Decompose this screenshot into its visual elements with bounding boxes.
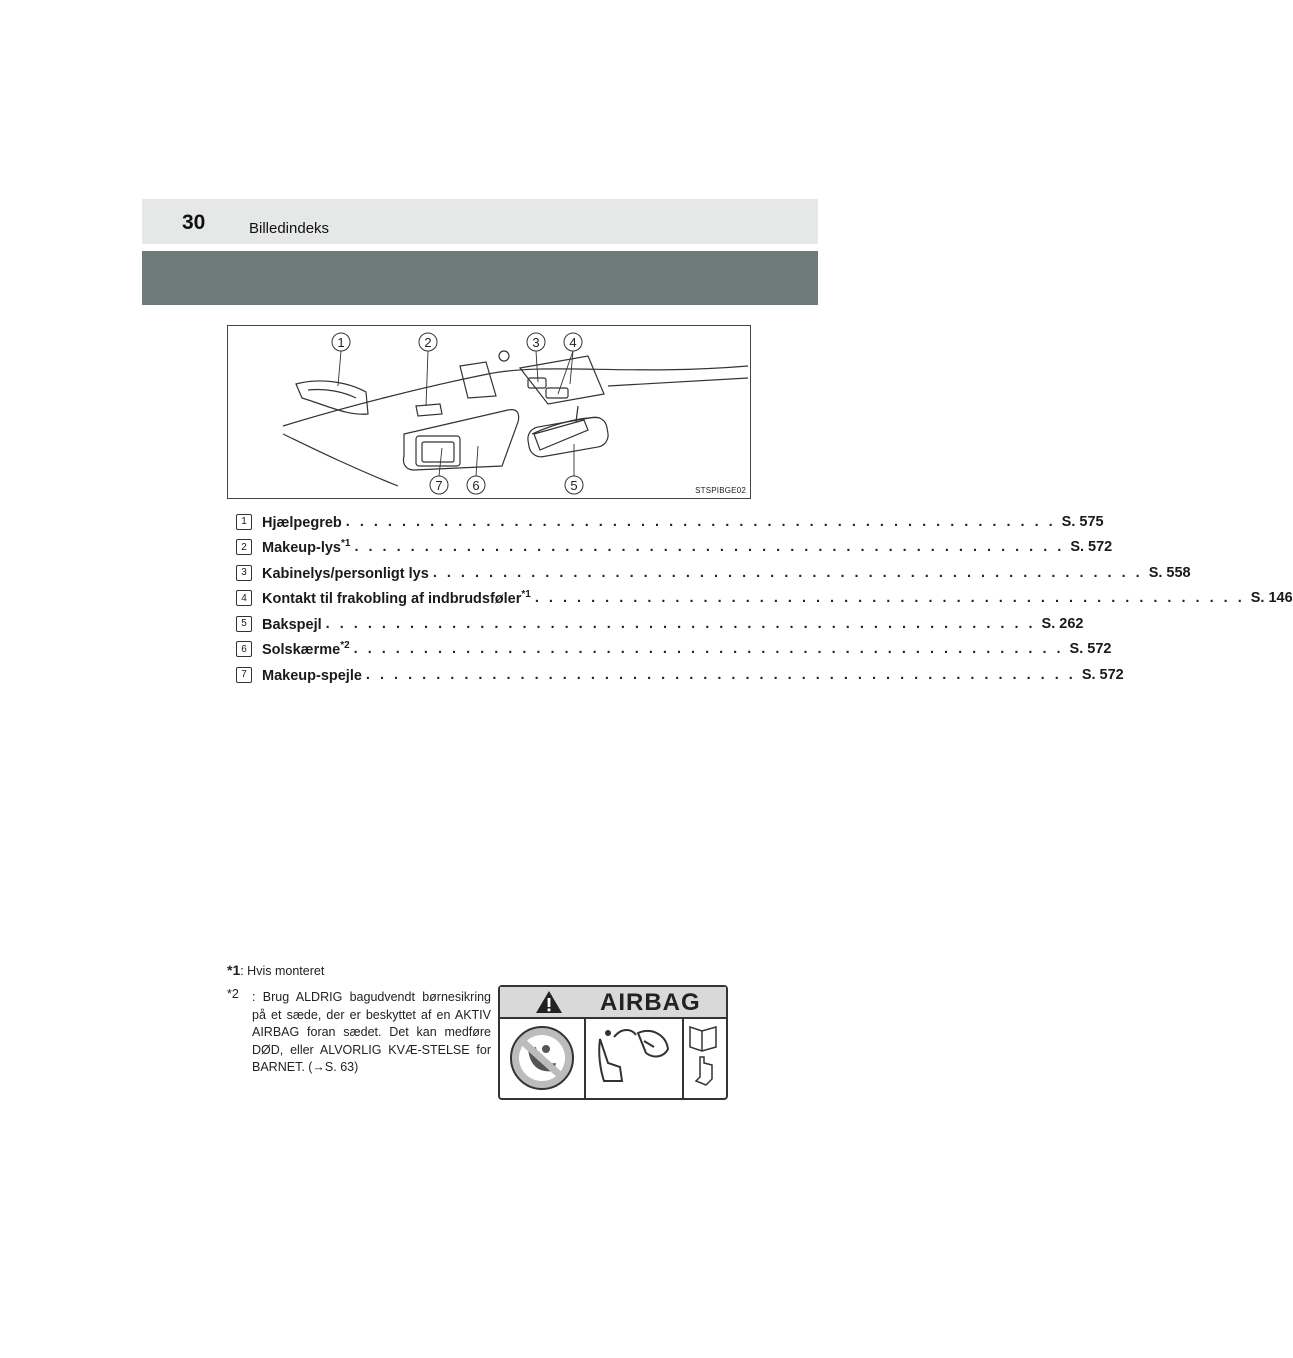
footnote-1-mark: *1 bbox=[227, 962, 241, 978]
item-number: 4 bbox=[236, 590, 252, 606]
callout-1: 1 bbox=[337, 335, 345, 350]
figure-code: STSPIBGE02 bbox=[695, 486, 746, 495]
item-number: 5 bbox=[236, 616, 252, 632]
airbag-warning-label bbox=[498, 985, 728, 1100]
list-item bbox=[236, 586, 1293, 612]
callout-4: 4 bbox=[569, 335, 577, 350]
airbag-word: AIRBAG bbox=[600, 989, 701, 1016]
page-reference[interactable]: S. 572 bbox=[1081, 666, 1124, 683]
callout-6: 6 bbox=[472, 478, 480, 493]
airbag-deploy-icon bbox=[586, 1019, 682, 1096]
item-number: 1 bbox=[236, 514, 252, 530]
item-number: 2 bbox=[236, 539, 252, 555]
page-reference[interactable]: S. 575 bbox=[1061, 513, 1104, 530]
read-manual-icon bbox=[684, 1019, 724, 1096]
leader-dots: . . . . . . . . . . . . . . . . . . . . . . . . . . . . . . . . . . . . . . . . . . . . . . . . . . . bbox=[353, 641, 1064, 658]
page-reference[interactable]: S. 558 bbox=[1148, 564, 1191, 581]
item-label: Kontakt til frakobling af indbrudsføler$^{*1}$ bbox=[262, 589, 531, 608]
header-bar bbox=[142, 199, 818, 244]
page-reference[interactable]: S. 572 bbox=[1070, 539, 1113, 556]
footnote-2-mark: *2 bbox=[227, 987, 239, 1001]
airbag-header bbox=[500, 987, 726, 1019]
page-reference[interactable]: S. 262 bbox=[1041, 615, 1084, 632]
item-label: Makeup-spejle bbox=[262, 667, 362, 684]
footnote-1 bbox=[227, 962, 324, 980]
leader-dots: . . . . . . . . . . . . . . . . . . . . . . . . . . . . . . . . . . . . . . . . . . . . . . . . . . . bbox=[534, 590, 1245, 607]
list-item bbox=[236, 535, 1113, 561]
item-list bbox=[236, 509, 1293, 688]
list-item bbox=[236, 560, 1191, 586]
headliner-drawing bbox=[228, 326, 750, 498]
list-item bbox=[236, 662, 1124, 688]
item-number: 3 bbox=[236, 565, 252, 581]
callout-2: 2 bbox=[424, 335, 432, 350]
callout-7: 7 bbox=[435, 478, 443, 493]
airbag-deploy-panel bbox=[586, 1019, 684, 1098]
footnote-1-text: : Hvis monteret bbox=[240, 964, 325, 978]
item-label: Solskærme$^{*2}$ bbox=[262, 640, 350, 659]
callout-5: 5 bbox=[570, 478, 578, 493]
page-number: 30 bbox=[182, 211, 206, 234]
callout-3: 3 bbox=[532, 335, 540, 350]
item-label: Kabinelys/personligt lys bbox=[262, 565, 429, 582]
section-title: Billedindeks bbox=[249, 220, 330, 237]
item-number: 6 bbox=[236, 641, 252, 657]
leader-dots: . . . . . . . . . . . . . . . . . . . . . . . . . . . . . . . . . . . . . . . . . . . . . . . . . . . bbox=[354, 539, 1065, 556]
interior-illustration bbox=[227, 325, 751, 499]
no-rear-facing-seat-icon bbox=[500, 1019, 584, 1096]
list-item bbox=[236, 637, 1112, 663]
warning-triangle-icon bbox=[534, 989, 564, 1015]
no-rear-facing-panel bbox=[500, 1019, 586, 1098]
leader-dots: . . . . . . . . . . . . . . . . . . . . . . . . . . . . . . . . . . . . . . . . . . . . . . . . . . . bbox=[432, 564, 1143, 581]
leader-dots: . . . . . . . . . . . . . . . . . . . . . . . . . . . . . . . . . . . . . . . . . . . . . . . . . . . bbox=[365, 666, 1076, 683]
page-reference[interactable]: S. 572 bbox=[1069, 641, 1112, 658]
list-item bbox=[236, 611, 1084, 637]
footnote-2-text: : Brug ALDRIG bagudvendt børnesikring på et sæde, der er beskyttet af en AKTIV AIRBAG foran sædet. Det kan medføre DØD, eller ALVORLIG KVÆ-STELSE for BARNET. (→S. 63) bbox=[252, 990, 491, 1074]
section-band bbox=[142, 251, 818, 305]
list-item bbox=[236, 509, 1104, 535]
item-label: Bakspejl bbox=[262, 616, 322, 633]
item-label: Hjælpegreb bbox=[262, 514, 342, 531]
page-reference[interactable]: S. 146 bbox=[1250, 590, 1293, 607]
read-manual-panel bbox=[684, 1019, 724, 1098]
leader-dots: . . . . . . . . . . . . . . . . . . . . . . . . . . . . . . . . . . . . . . . . . . . . . . . . . . . bbox=[345, 513, 1056, 530]
item-number: 7 bbox=[236, 667, 252, 683]
leader-dots: . . . . . . . . . . . . . . . . . . . . . . . . . . . . . . . . . . . . . . . . . . . . . . . . . . . bbox=[325, 615, 1036, 632]
item-label: Makeup-lys$^{*1}$ bbox=[262, 538, 351, 557]
